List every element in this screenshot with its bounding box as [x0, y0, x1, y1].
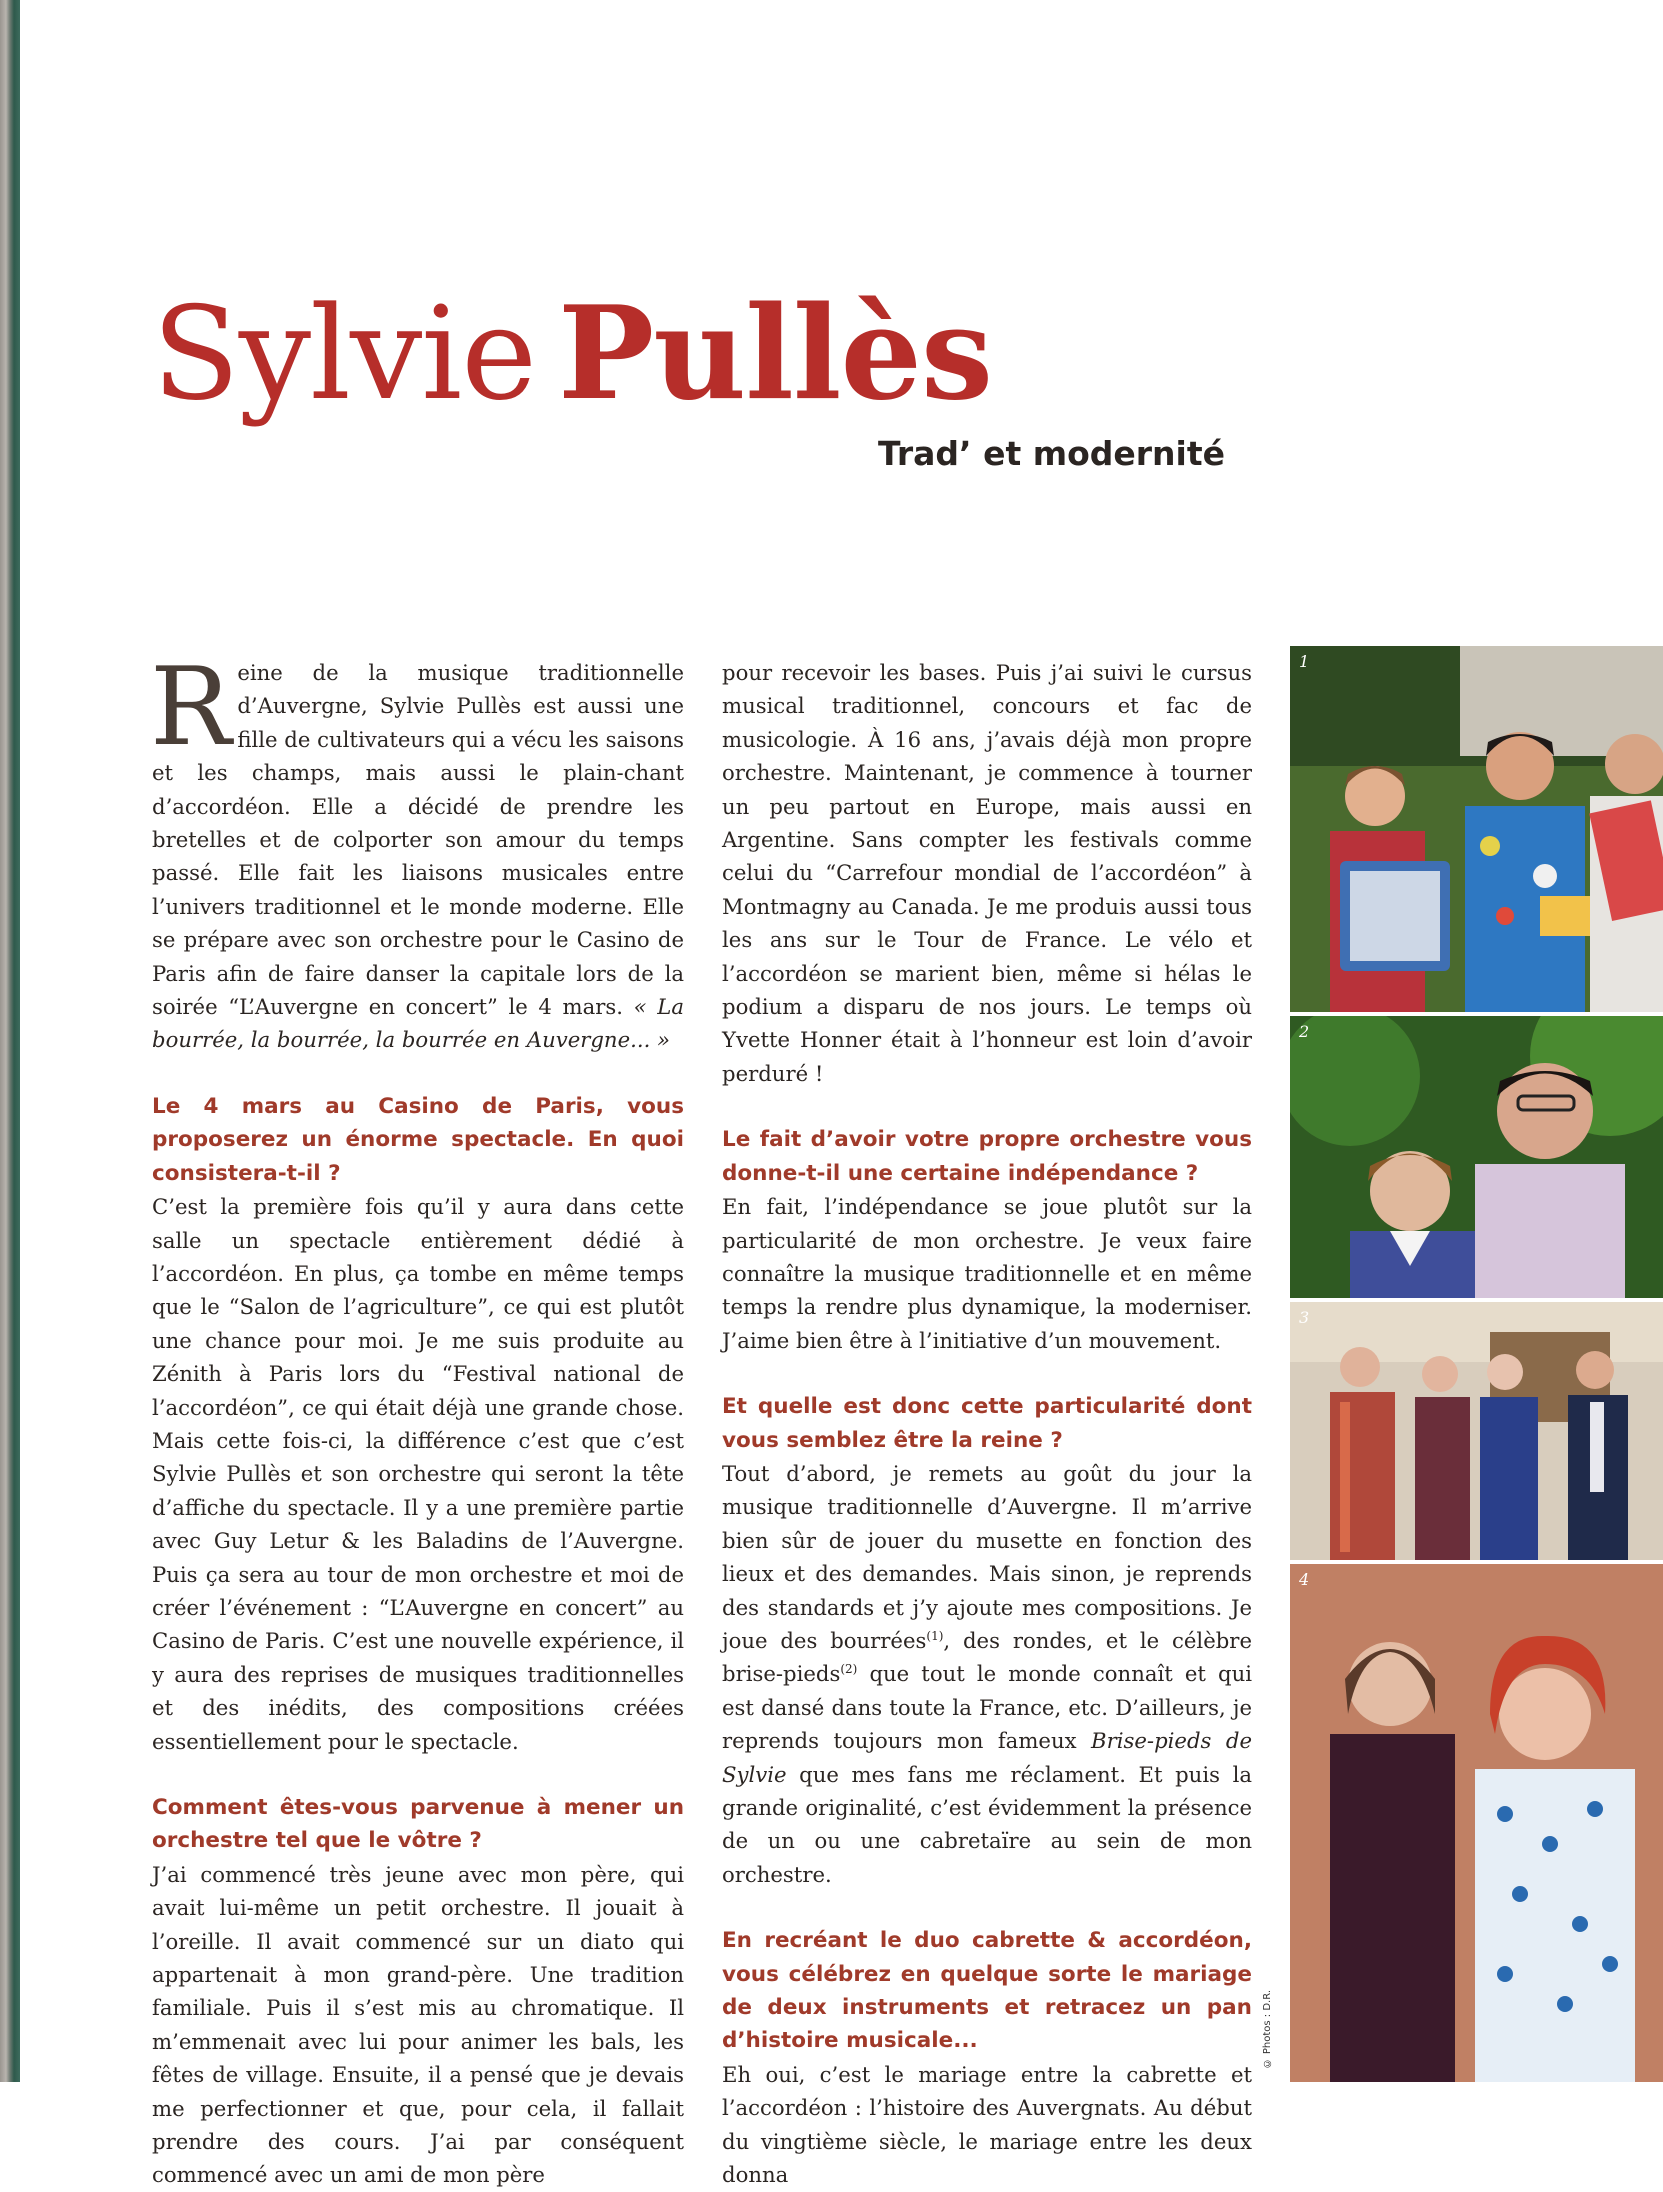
text-column-2	[722, 656, 1252, 2191]
question-5: En recréant le duo cabrette & accordéon, vous célébrez en quelque sorte le mariage de deux instruments et retracez un pan d’histoire musicale...	[722, 1928, 1252, 2054]
photo-strip	[1290, 646, 1663, 2082]
answer-2-continued: pour recevoir les bases. Puis j’ai suivi le cursus musical traditionnel, concours et fac de musicologie. À 16 ans, j’avais déjà mon propre orchestre. Maintenant, je commence à tourner un peu partout en Europe, mais aussi en Argentine. Sans compter les festivals comme celui du “Carrefour mondial de l’accordéon” à Montmagny au Canada. Je me produis aussi tous les ans sur le Tour de France. Le vélo et l’accordéon se marient bien, même si hélas le podium a disparu de nos jours. Le temps où Yvette Honner était à l’honneur est loin d’avoir perduré !	[722, 660, 1252, 1086]
photo-4-image	[1290, 1564, 1663, 2082]
photo-2-image	[1290, 1016, 1663, 1298]
article-subtitle: Trad’ et modernité	[878, 434, 1226, 473]
title-last-name: Pullès	[557, 279, 992, 429]
answer-2: J’ai commencé très jeune avec mon père, qui avait lui-même un petit orchestre. Il jouait à l’oreille. Il avait commencé sur un diato qui appartenait à mon grand-père. Une tradition familiale. Puis il s’est mis au chromatique. Il m’emmenait avec lui pour animer les bals, les fêtes de village. Ensuite, il a pensé que je devais me perfectionner et que, pour cela, il fallait prendre des cours. J’ai par conséquent commencé avec un ami de mon père	[152, 1861, 684, 2188]
song-title: Brise-pieds de Sylvie	[722, 1728, 1253, 1787]
article-title	[152, 279, 992, 429]
photo-3-number: 3	[1299, 1308, 1310, 1327]
title-first-name: Sylvie	[152, 280, 536, 429]
photo-4-number: 4	[1299, 1570, 1310, 1589]
text-column-1	[150, 645, 684, 2192]
footnote-1: (1)	[926, 1628, 944, 1643]
intro-text: eine de la musique traditionnelle d’Auvergne, Sylvie Pullès est aussi une fille de cultivateurs qui a vécu les saisons et les champs, mais aussi le plain-chant d’accordéon. Elle a décidé de prendre les bretelles et de colporter son amour du temps passé. Elle fait les liaisons musicales entre l’univers traditionnel et le monde moderne. Elle se prépare avec son orchestre pour le Casino de Paris afin de faire danser la capitale lors de la soirée “L’Auvergne en concert” le 4 mars.	[152, 660, 684, 1020]
photo-4	[1290, 1564, 1663, 2082]
magazine-spine	[0, 0, 20, 2082]
footnote-2: (2)	[840, 1662, 858, 1677]
intro-paragraph	[150, 645, 684, 1057]
drop-cap: R	[150, 645, 232, 770]
answer-1: C’est la première fois qu’il y aura dans cette salle un spectacle entièrement dédié à l’accordéon. En plus, ça tombe en même temps que le “Salon de l’agriculture”, ce qui est plutôt une chance pour moi. Je me suis produite au Zénith à Paris lors du “Festival national de l’accordéon”, ce qui était déjà une grande chose. Mais cette fois-ci, la différence c’est que c’est Sylvie Pullès et son orchestre qui seront la tête d’affiche du spectacle. Il y a une première partie avec Guy Letur & les Baladins de l’Auvergne. Puis ça sera au tour de mon orchestre et moi de créer l’événement : “L’Auvergne en concert” au Casino de Paris. C’est une nouvelle expérience, il y aura des reprises de musiques traditionnelles et des inédits, des compositions créées essentiellement pour le spectacle.	[152, 1194, 684, 1754]
question-3: Le fait d’avoir votre propre orchestre vous donne-t-il une certaine indépendance ?	[722, 1127, 1252, 1186]
photo-1	[1290, 646, 1663, 1012]
intro-quote: « La bourrée, la bourrée, la bourrée en Auvergne... »	[152, 994, 684, 1053]
photo-2-number: 2	[1299, 1022, 1310, 1041]
answer-3: En fait, l’indépendance se joue plutôt sur la particularité de mon orchestre. Je veux faire connaître la musique traditionnelle et en même temps la rendre plus dynamique, la moderniser. J’aime bien être à l’initiative d’un mouvement.	[722, 1194, 1252, 1353]
photo-1-image	[1290, 646, 1663, 1012]
photo-3	[1290, 1302, 1663, 1560]
photo-credit: © Photos : D.R.	[1262, 1990, 1273, 2069]
photo-3-image	[1290, 1302, 1663, 1560]
photo-1-number: 1	[1299, 652, 1310, 671]
answer-4: Tout d’abord, je remets au goût du jour la musique traditionnelle d’Auvergne. Il m’arrive bien sûr de jouer du musette en fonction des lieux et des demandes. Mais sinon, je reprends des standards et j’y ajoute mes compositions. Je joue des bourrées$^{(1)}$, des rondes, et le célèbre brise-pieds$^{(2)}$ que tout le monde connaît et qui est dansé dans toute la France, etc. D’ailleurs, je reprends toujours mon fameux Brise-pieds de Sylvie que mes fans me réclament. Et puis la grande originalité, c’est évidemment la présence de un ou une cabretaïre au sein de mon orchestre.	[722, 1460, 1253, 1887]
answer-5: Eh oui, c’est le mariage entre la cabrette et l’accordéon : l’histoire des Auvergnats. Au début du vingtième siècle, le mariage entre les deux donna	[722, 2061, 1252, 2188]
question-2: Comment êtes-vous parvenue à mener un orchestre tel que le vôtre ?	[152, 1795, 684, 1854]
photo-2	[1290, 1016, 1663, 1298]
page-top-margin	[20, 0, 1663, 14]
question-1: Le 4 mars au Casino de Paris, vous proposerez un énorme spectacle. En quoi consistera-t-il ?	[152, 1093, 684, 1186]
question-4: Et quelle est donc cette particularité dont vous semblez être la reine ?	[722, 1394, 1252, 1453]
